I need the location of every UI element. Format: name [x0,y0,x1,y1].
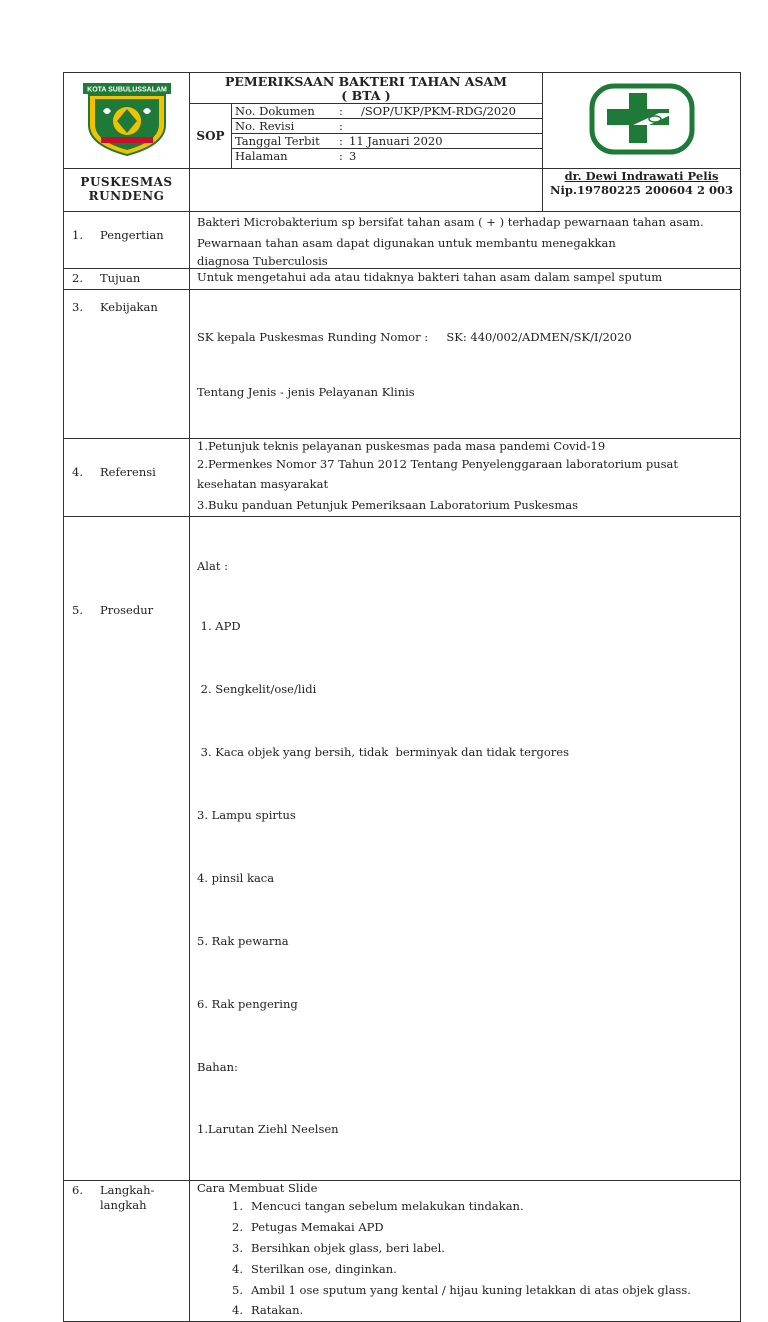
meta-sep: : [339,119,343,133]
content-line: Pewarnaan tahan asam dapat digunakan untuk membantu menegakkan [197,236,616,250]
content-line: 3. Kaca objek yang bersih, tidak berminyak dan tidak tergores [197,745,569,759]
row-title: Pengertian [100,228,164,242]
list-item [197,1259,736,1280]
content-line: 3. Lampu spirtus [197,808,296,822]
city-emblem-icon [81,81,173,157]
item-number: 5. [232,1283,243,1297]
meta-sep: : [339,149,343,163]
row-content-prosedur [190,517,741,1181]
document-title [190,73,543,104]
content-line: SK kepala Puskesmas Runding Nomor : SK: 440/002/ADMEN/SK/I/2020 [197,330,632,344]
content-line: Bakteri Microbakterium sp bersifat tahan asam ( + ) terhadap pewarnaan tahan asam. [197,215,704,229]
row-title: Tujuan [100,271,141,285]
content-line: 2.Permenkes Nomor 37 Tahun 2012 Tentang Penyelenggaraan laboratorium pusat [197,457,679,471]
signer-name: dr. Dewi Indrawati Pelis [564,169,719,183]
meta-label: Tanggal Terbit [235,134,320,148]
row-content-langkah [190,1181,741,1322]
title-line-1: PEMERIKSAAN BAKTERI TAHAN ASAM [225,74,508,89]
row-number: 4. [72,465,83,479]
row-title: Langkah- [100,1183,155,1197]
content-line: 3.Buku panduan Petunjuk Pemeriksaan Laboratorium Puskesmas [197,498,578,512]
document-meta-cell [232,104,543,169]
puskesmas-name [64,169,190,212]
signer-nip: Nip.19780225 200604 2 003 [550,183,733,197]
list-item [197,1238,736,1259]
row-label-tujuan [64,269,190,290]
list-item [197,1280,736,1301]
meta-row [232,149,542,164]
puskesmas-cross-logo-icon [589,83,695,155]
item-text: Bersihkan objek glass, beri label. [251,1241,445,1255]
content-line: Tentang Jenis - jenis Pelayanan Klinis [197,385,415,399]
content-line: 5. Rak pewarna [197,934,289,948]
meta-value: /SOP/UKP/PKM-RDG/2020 [361,104,516,118]
puskesmas-line-2: RUNDENG [88,189,165,203]
meta-row [232,134,542,149]
meta-sep: : [339,104,343,118]
meta-value: 3 [349,149,357,163]
row-number: 6. [72,1183,83,1197]
row-label-prosedur [64,517,190,1181]
content-line: 2. Sengkelit/ose/lidi [197,682,317,696]
sop-label: SOP [190,104,232,169]
meta-row [232,104,542,119]
row-content-pengertian [190,212,741,269]
meta-sep: : [339,134,343,148]
content-intro: Cara Membuat Slide [197,1181,318,1195]
row-content-kebijakan [190,290,741,439]
row-title-2: langkah [100,1198,147,1212]
item-number: 3. [232,1241,243,1255]
content-line: kesehatan masyarakat [197,477,329,491]
row-number: 3. [72,300,83,314]
item-text: Ratakan. [251,1303,304,1317]
row-content-tujuan [190,269,741,290]
row-title: Kebijakan [100,300,158,314]
content-line: diagnosa Tuberculosis [197,254,328,268]
row-label-langkah [64,1181,190,1322]
item-text: Mencuci tangan sebelum melakukan tindakan. [251,1199,524,1213]
row-number: 5. [72,603,83,617]
emblem-text: KOTA SUBULUSSALAM [86,86,167,94]
row-label-kebijakan [64,290,190,439]
content-line: 6. Rak pengering [197,997,298,1011]
item-number: 4. [232,1262,243,1276]
content-line: Alat : [197,559,228,573]
sop-document [63,72,740,1322]
content-line: 1.Petunjuk teknis pelayanan puskesmas pada masa pandemi Covid-19 [197,439,606,453]
health-logo-cell [543,73,741,169]
sop-table [63,72,741,1322]
content-line: 1.Larutan Ziehl Neelsen [197,1122,339,1136]
content-line: Bahan: [197,1060,238,1074]
row-label-pengertian [64,212,190,269]
city-logo-cell [64,73,190,169]
item-number: 1. [232,1199,243,1213]
row-title: Prosedur [100,603,154,617]
content-line: 1. APD [197,619,241,633]
meta-label: Halaman [235,149,288,163]
item-text: Ambil 1 ose sputum yang kental / hijau kuning letakkan di atas objek glass. [251,1283,691,1297]
item-number: 4. [232,1303,243,1317]
row-label-referensi [64,439,190,517]
item-text: Petugas Memakai APD [251,1220,384,1234]
meta-label: No. Dokumen [235,104,315,118]
list-item [197,1196,736,1217]
signature-block [543,169,741,212]
blank-cell [190,169,543,212]
meta-label: No. Revisi [235,119,295,133]
content-line: Untuk mengetahui ada atau tidaknya bakteri tahan asam dalam sampel sputum [197,270,663,284]
list-item [197,1217,736,1238]
document-meta [232,104,542,163]
item-number: 2. [232,1220,243,1234]
item-text: Sterilkan ose, dinginkan. [251,1262,397,1276]
meta-row [232,119,542,134]
row-content-referensi [190,439,741,517]
list-item [197,1301,736,1319]
row-number: 1. [72,228,83,242]
title-line-2: ( BTA ) [341,88,391,103]
row-number: 2. [72,271,83,285]
meta-value: 11 Januari 2020 [349,134,443,148]
content-line: 4. pinsil kaca [197,871,275,885]
puskesmas-line-1: PUSKESMAS [80,175,173,189]
row-title: Referensi [100,465,156,479]
